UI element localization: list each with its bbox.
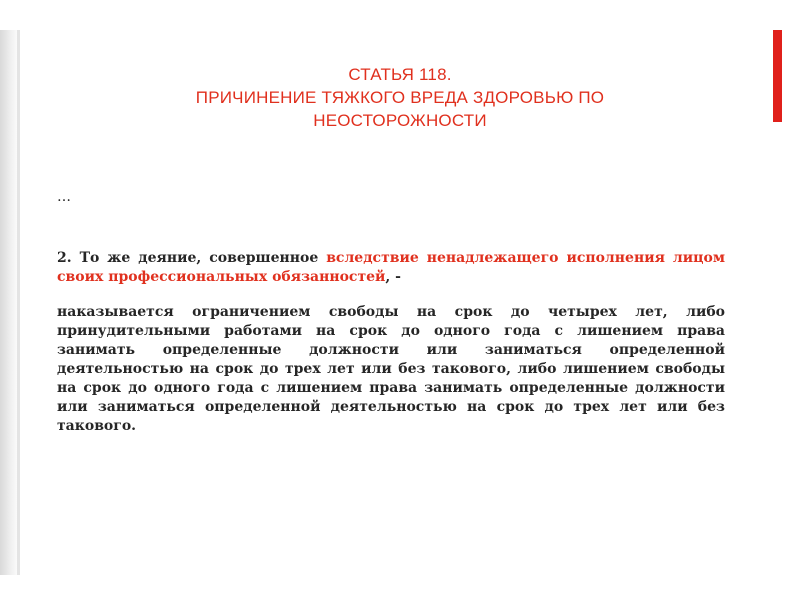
title-line-2: ПРИЧИНЕНИЕ ТЯЖКОГО ВРЕДА ЗДОРОВЬЮ ПО [195, 88, 605, 107]
title-line-1: СТАТЬЯ 118. [348, 65, 452, 84]
ellipsis: … [57, 189, 71, 205]
punishment-paragraph: наказывается ограничением свободы на срок до четырех лет, либо принудительными работами на срок до одного года с лишением права занимать определенные должности или заниматься определенной деятельностью на срок до трех лет или без такового, либо лишением свободы на срок до одного года с лишением права занимать определенные должности или заниматься определенной деятельностью на срок до трех лет или без такового. [57, 304, 725, 434]
title-line-3: НЕОСТОРОЖНОСТИ [313, 111, 487, 130]
part-text-before: То же деяние, совершенное [71, 250, 327, 266]
highlighted-phrase: вследствие ненадлежащего исполнения лицом своих профессиональных обязанностей [57, 250, 725, 285]
left-shadow-strip [0, 30, 20, 575]
part-2-paragraph [57, 249, 725, 287]
red-accent-bar [773, 30, 782, 122]
slide-title [60, 63, 740, 132]
part-text-after: , - [385, 269, 401, 285]
part-number: 2. [57, 250, 72, 266]
